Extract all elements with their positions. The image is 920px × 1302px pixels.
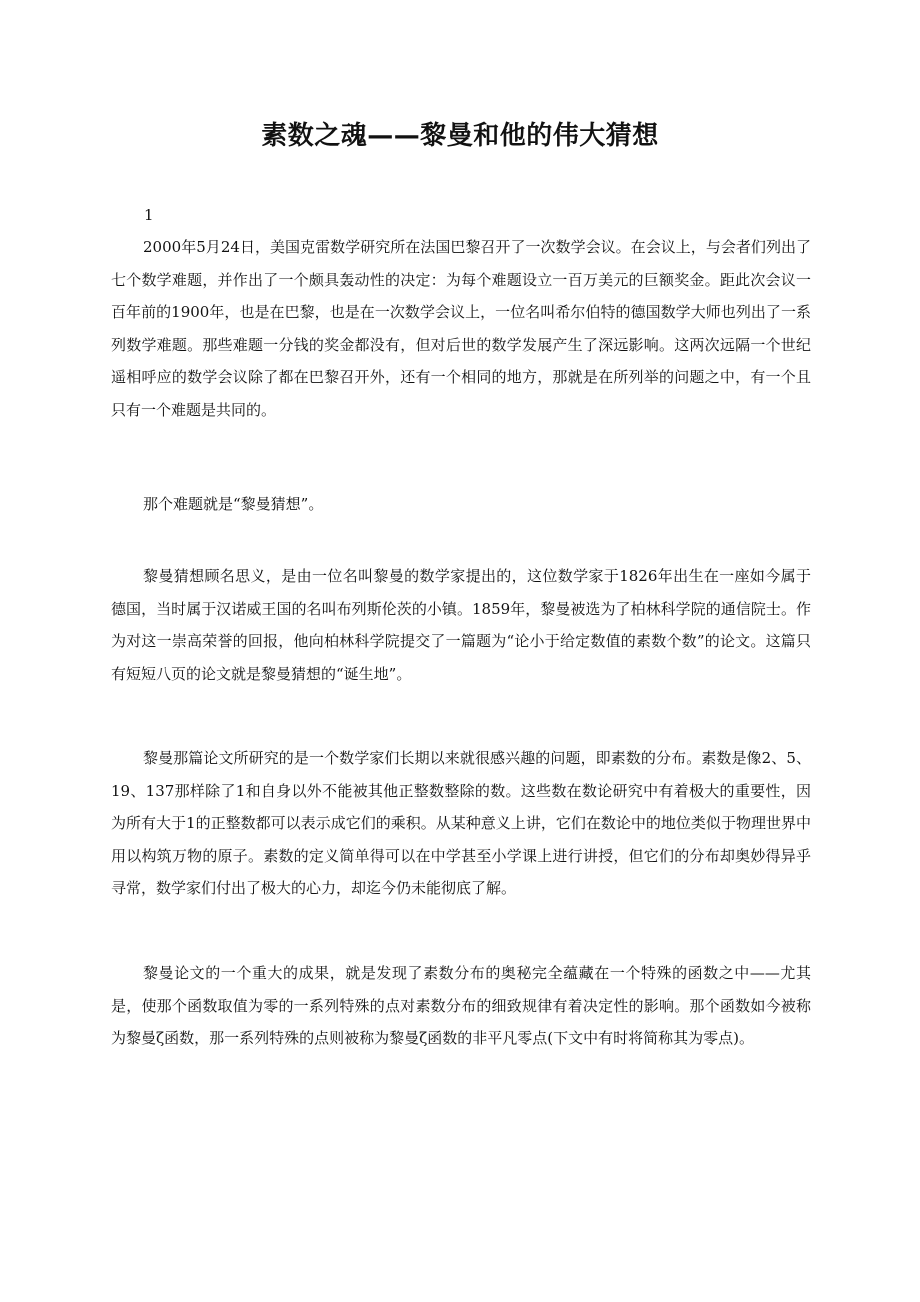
paragraph-2: 那个难题就是“黎曼猜想”。 — [143, 495, 324, 513]
page-title: 素数之魂——黎曼和他的伟大猜想 — [261, 121, 659, 151]
paragraph-1: 2000年5月24日，美国克雷数学研究所在法国巴黎召开了一次数学会议。在会议上，与会者们列出了七个数学难题，并作出了一个颇具轰动性的决定：为每个难题设立一百万美元的巨额奖金。距此次会议一百年前的1900年，也是在巴黎，也是在一次数学会议上，一位名叫希尔伯特的德国数学大师也列出了一系列数学难题。那些难题一分钱的奖金都没有，但对后世的数学发展产生了深远影响。这两次远隔一个世纪遥相呼应的数学会议除了都在巴黎召开外，还有一个相同的地方，那就是在所列举的问题之中，有一个且只有一个难题是共同的。 — [111, 238, 811, 419]
paragraph-3: 黎曼猜想顾名思义，是由一位名叫黎曼的数学家提出的，这位数学家于1826年出生在一座如今属于德国，当时属于汉诺威王国的名叫布列斯伦茨的小镇。1859年，黎曼被选为了柏林科学院的通信院士。作为对这一崇高荣誉的回报，他向柏林科学院提交了一篇题为“论小于给定数值的素数个数”的论文。这篇只有短短八页的论文就是黎曼猜想的“诞生地”。 — [111, 567, 811, 683]
paragraph-4: 黎曼那篇论文所研究的是一个数学家们长期以来就很感兴趣的问题，即素数的分布。素数是像2、5、19、137那样除了1和自身以外不能被其他正整数整除的数。这些数在数论研究中有着极大的重要性，因为所有大于1的正整数都可以表示成它们的乘积。从某种意义上讲，它们在数论中的地位类似于物理世界中用以构筑万物的原子。素数的定义简单得可以在中学甚至小学课上进行讲授，但它们的分布却奥妙得异乎寻常，数学家们付出了极大的心力，却迄今仍未能彻底了解。 — [111, 749, 811, 897]
paragraph-5: 黎曼论文的一个重大的成果，就是发现了素数分布的奥秘完全蕴藏在一个特殊的函数之中——尤其是，使那个函数取值为零的一系列特殊的点对素数分布的细致规律有着决定性的影响。那个函数如今被称为黎曼ζ函数，那一系列特殊的点则被称为黎曼ζ函数的非平凡零点(下文中有时将简称其为零点)。 — [111, 964, 811, 1047]
section-number: 1 — [144, 206, 154, 224]
